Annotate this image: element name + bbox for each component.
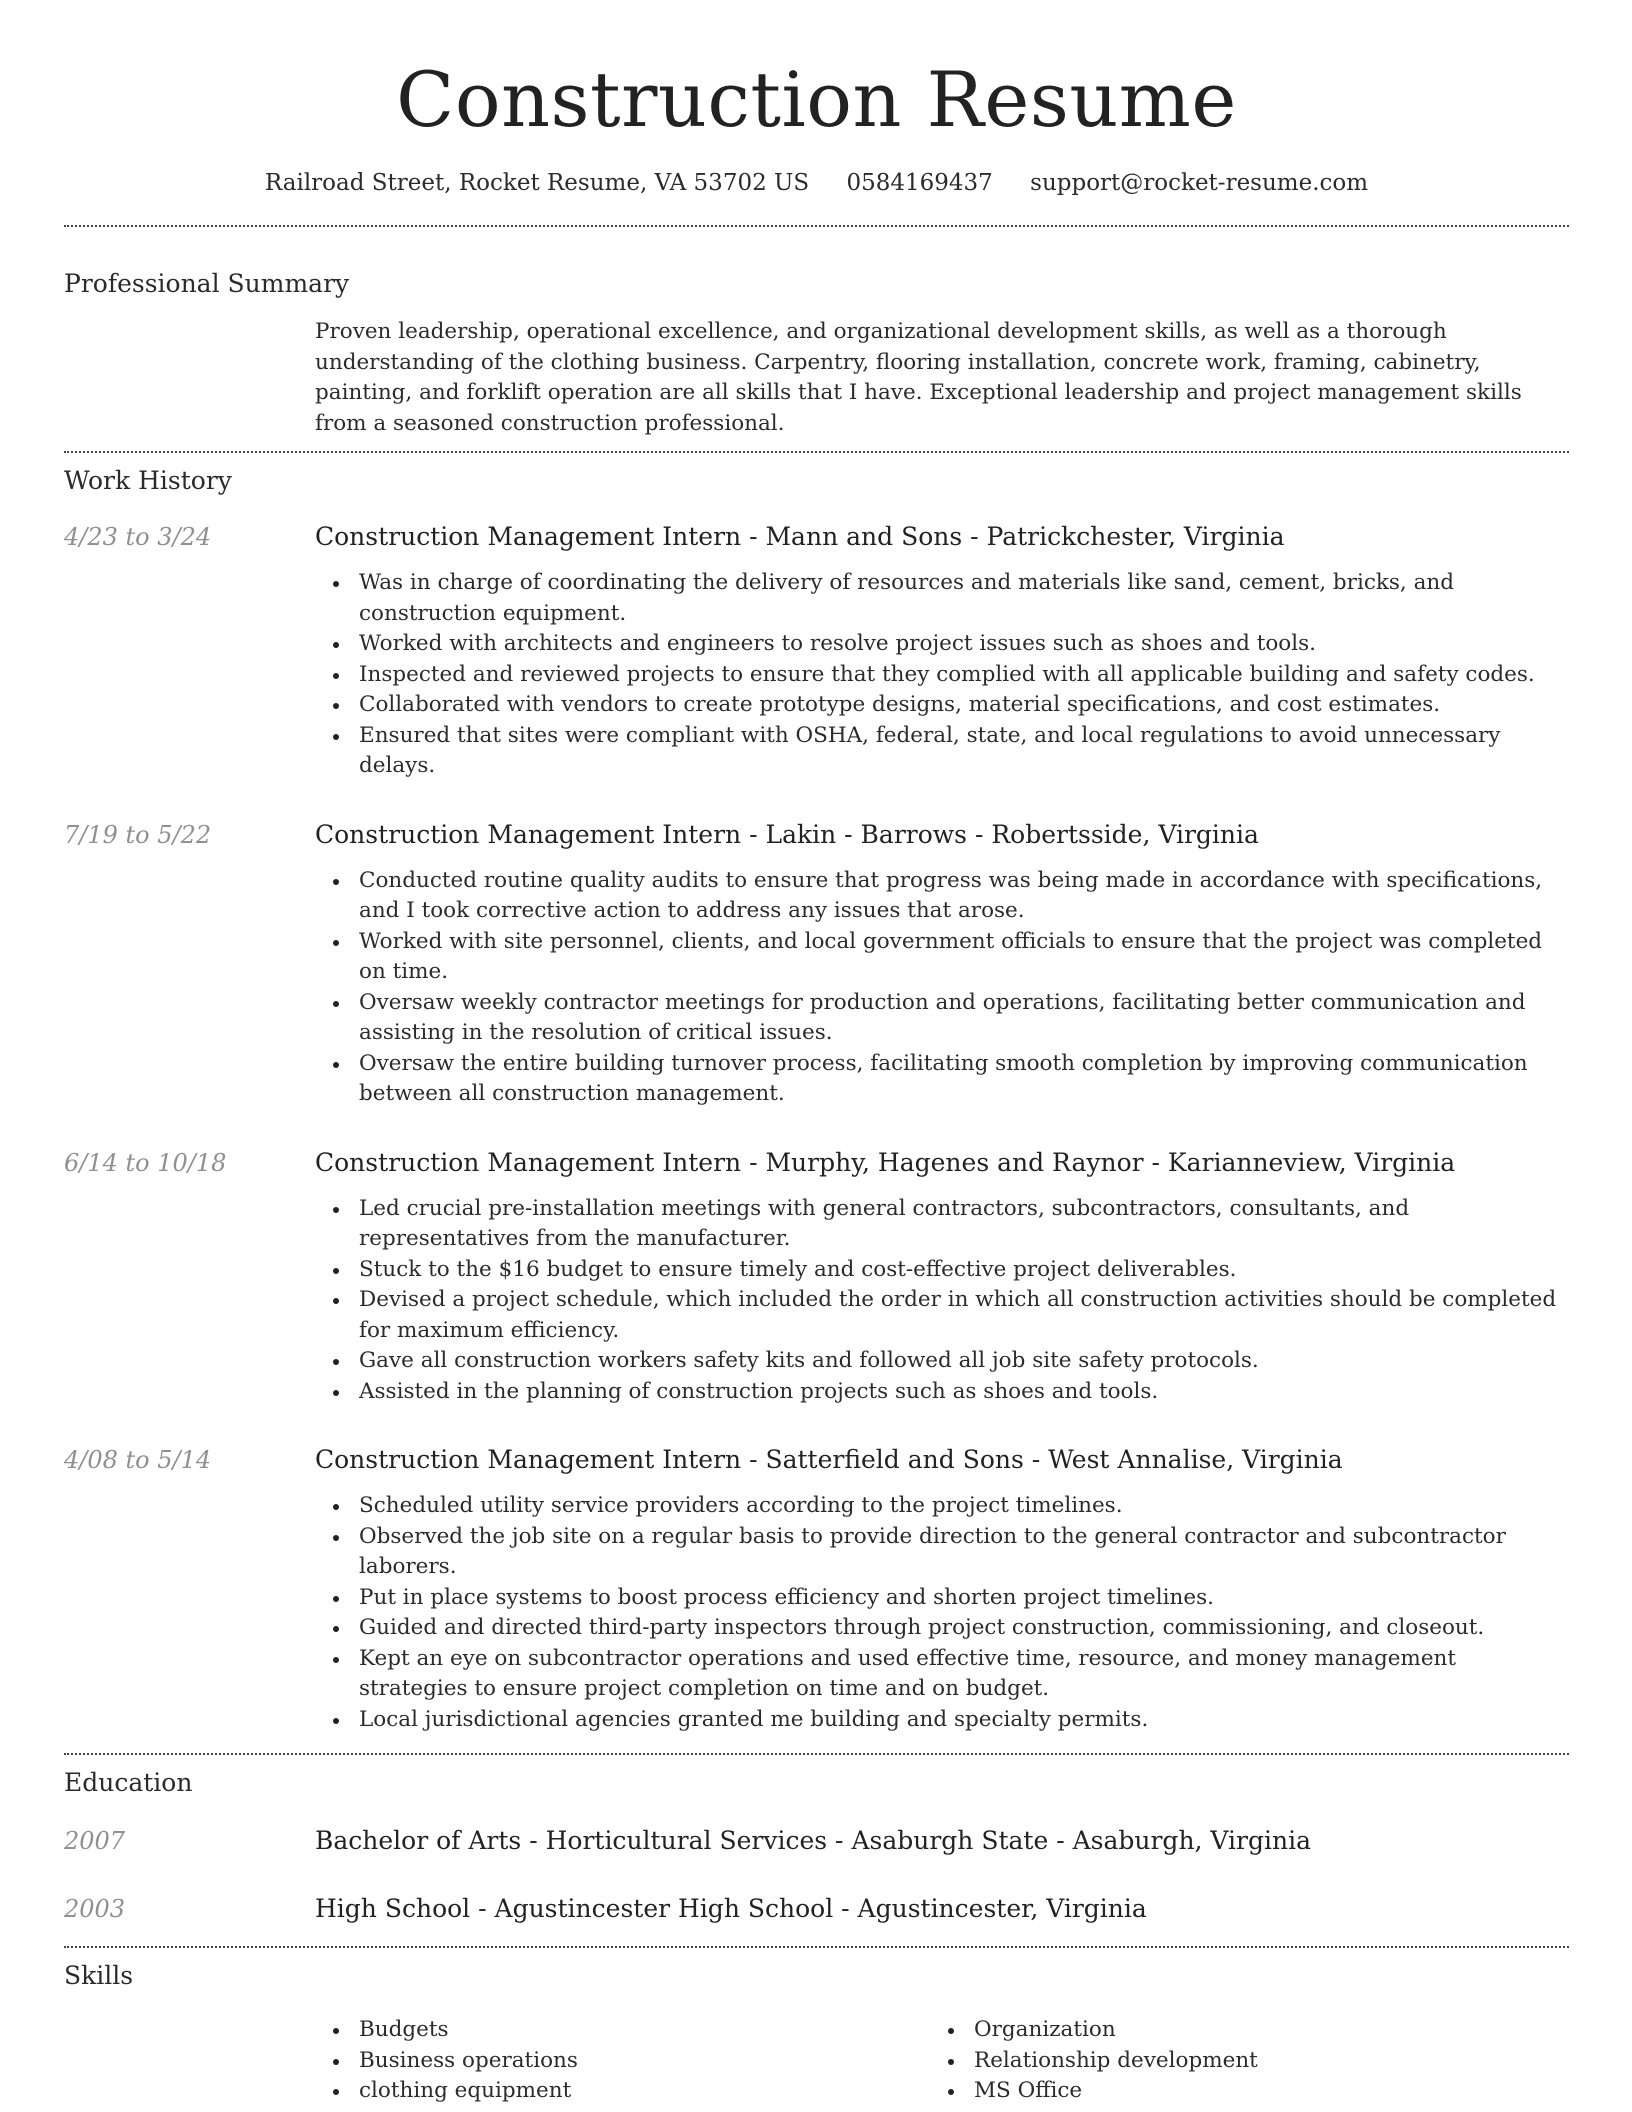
list-item: Ensured that sites were compliant with OSHA, federal, state, and local regulations to avoid unnecessary delays. [315, 721, 1569, 782]
list-item: Worked with architects and engineers to resolve project issues such as shoes and tools. [315, 629, 1569, 660]
job-title: Construction Management Intern - Satterfield and Sons - West Annalise, Virginia [315, 1445, 1343, 1474]
list-item: Inspected and reviewed projects to ensure that they complied with all applicable building and safety codes. [315, 660, 1569, 691]
divider [64, 1753, 1569, 1755]
job-dates: 6/14 to 10/18 [64, 1148, 227, 1177]
list-item: Put in place systems to boost process efficiency and shorten project timelines. [315, 1583, 1569, 1614]
job-title: Construction Management Intern - Murphy, Hagenes and Raynor - Karianneview, Virginia [315, 1147, 1456, 1177]
list-item: Kept an eye on subcontractor operations and used effective time, resource, and money management strategies to ensure project completion on time and on budget. [315, 1644, 1569, 1705]
list-item: Observed the job site on a regular basis to provide direction to the general contractor and subcontractor laborers. [315, 1522, 1569, 1583]
resume-title: Construction Resume [396, 55, 1237, 144]
resume-page [64, 0, 1569, 2112]
list-item: Devised a project schedule, which included the order in which all construction activities should be completed for maximum efficiency. [315, 1285, 1569, 1346]
skill-item: clothing equipment [315, 2076, 930, 2107]
contact-phone: 0584169437 [846, 170, 993, 196]
job-entry [64, 1146, 1569, 1408]
list-item: Led crucial pre-installation meetings with general contractors, subcontractors, consultants, and representatives from the manufacturer. [315, 1194, 1569, 1255]
list-item: Oversaw the entire building turnover process, facilitating smooth completion by improving communication between all construction management. [315, 1049, 1569, 1110]
list-item: Gave all construction workers safety kits and followed all job site safety protocols. [315, 1346, 1569, 1377]
job-entry [64, 1443, 1569, 1735]
skill-item: Business operations [315, 2046, 930, 2077]
job-entry [64, 520, 1569, 782]
skills-column-left [315, 2015, 930, 2107]
list-item: Worked with site personnel, clients, and local government officials to ensure that the project was completed on time. [315, 927, 1569, 988]
list-item: Guided and directed third-party inspectors through project construction, commissioning, and closeout. [315, 1613, 1569, 1644]
skills-spacer [64, 2015, 315, 2107]
job-title: Construction Management Intern - Mann and Sons - Patrickchester, Virginia [315, 522, 1285, 551]
contact-line [64, 166, 1569, 200]
job-dates: 7/19 to 5/22 [64, 820, 212, 849]
job-bullets [315, 1491, 1569, 1735]
list-item: Scheduled utility service providers according to the project timelines. [315, 1491, 1569, 1522]
summary-row [64, 317, 1569, 439]
list-item: Assisted in the planning of construction projects such as shoes and tools. [315, 1377, 1569, 1408]
summary-text: Proven leadership, operational excellence, and organizational development skills, as well as a thorough understanding of the clothing business. Carpentry, flooring installation, concrete work, framing, cabinetry, painting, and forklift operation are all skills that I have. Exceptional leadership and project management skills from a seasoned construction professional. [315, 319, 1522, 436]
list-item: Collaborated with vendors to create prototype designs, material specifications, and cost estimates. [315, 690, 1569, 721]
job-bullets [315, 1194, 1569, 1408]
summary-spacer [64, 317, 315, 439]
skill-item: Organization [930, 2015, 1545, 2046]
education-year: 2007 [64, 1827, 126, 1855]
education-entry [64, 1892, 1569, 1926]
job-dates: 4/23 to 3/24 [64, 523, 212, 551]
skill-item: Budgets [315, 2015, 930, 2046]
job-bullets [315, 866, 1569, 1110]
job-dates: 4/08 to 5/14 [64, 1446, 212, 1474]
section-heading-work: Work History [64, 466, 232, 495]
divider [64, 225, 1569, 227]
skill-item: MS Office [930, 2076, 1545, 2107]
list-item: Local jurisdictional agencies granted me building and specialty permits. [315, 1705, 1569, 1736]
skills-row [64, 2015, 1569, 2107]
list-item: Oversaw weekly contractor meetings for production and operations, facilitating better communication and assisting in the resolution of critical issues. [315, 988, 1569, 1049]
skills-column-right [930, 2015, 1545, 2107]
job-entry [64, 818, 1569, 1110]
education-degree: High School - Agustincester High School - Agustincester, Virginia [315, 1894, 1147, 1923]
list-item: Stuck to the $16 budget to ensure timely and cost-effective project deliverables. [315, 1255, 1569, 1286]
skill-item: Relationship development [930, 2046, 1545, 2077]
contact-email: support@rocket-resume.com [1030, 170, 1369, 196]
list-item: Was in charge of coordinating the delivery of resources and materials like sand, cement, bricks, and construction equipment. [315, 568, 1569, 629]
section-heading-summary: Professional Summary [64, 269, 350, 298]
section-heading-skills: Skills [64, 1961, 134, 1990]
education-degree: Bachelor of Arts - Horticultural Services - Asaburgh State - Asaburgh, Virginia [315, 1826, 1311, 1855]
divider [64, 1946, 1569, 1948]
education-entry [64, 1824, 1569, 1858]
education-year: 2003 [64, 1895, 126, 1923]
divider [64, 451, 1569, 453]
job-title: Construction Management Intern - Lakin - Barrows - Robertsside, Virginia [315, 819, 1259, 849]
list-item: Conducted routine quality audits to ensure that progress was being made in accordance with specifications, and I took corrective action to address any issues that arose. [315, 866, 1569, 927]
job-bullets [315, 568, 1569, 782]
section-heading-education: Education [64, 1768, 193, 1797]
contact-address: Railroad Street, Rocket Resume, VA 53702 US [264, 170, 810, 196]
